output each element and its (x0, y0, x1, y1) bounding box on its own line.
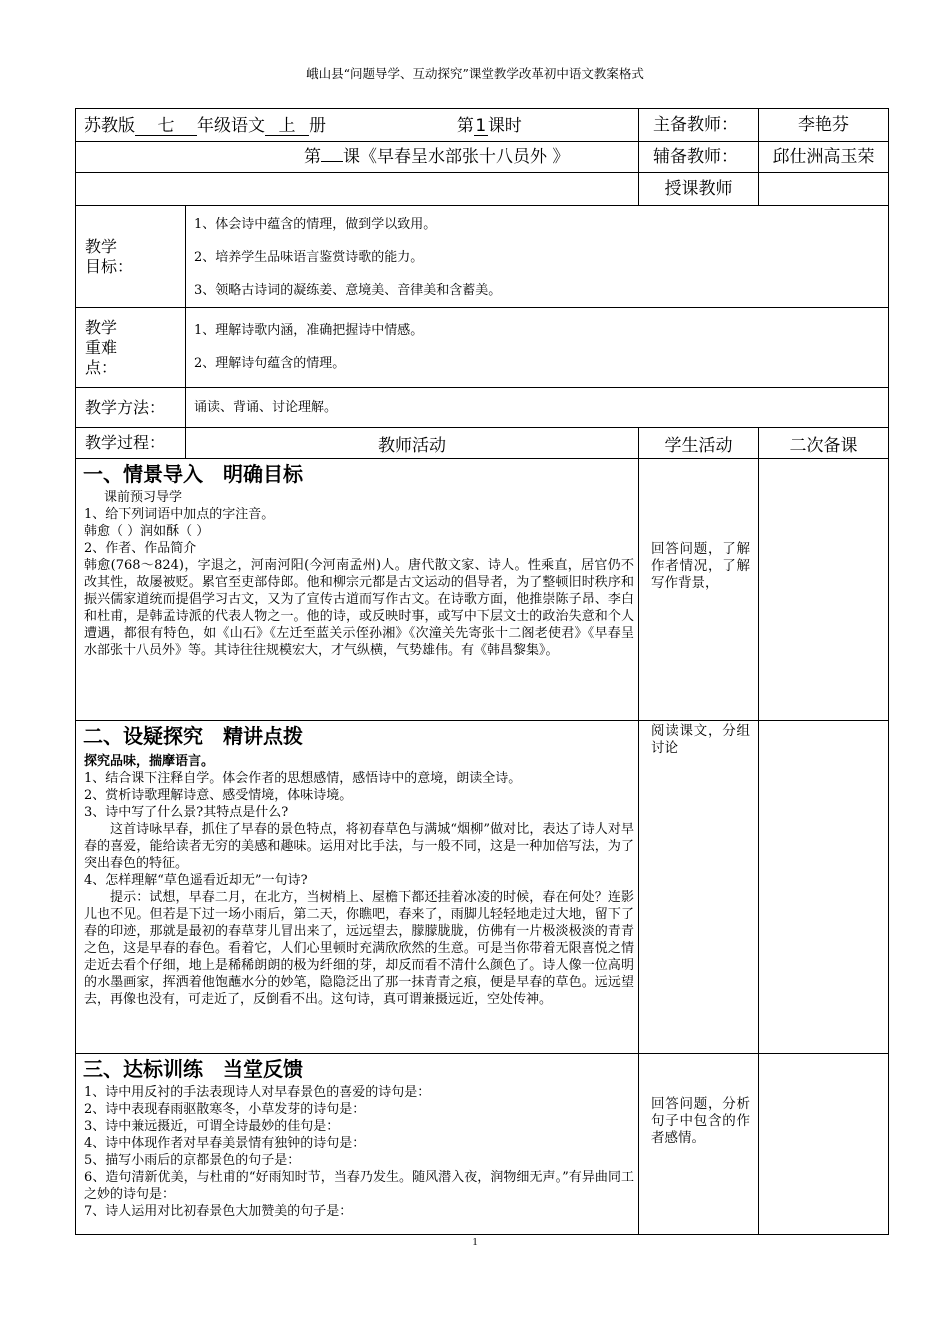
section2-line: 这首诗咏早春，抓住了早春的景色特点，将初春草色与满城“烟柳”做对比，表达了诗人对早春的喜爱，能给读者无穷的美感和趣味。运用对比手法，与一般不同，这是一种加倍写法，为了突出春色的特征。 (84, 822, 634, 871)
lesson-title: 课《早春呈水部张十八员外 》 (343, 147, 570, 167)
period-prefix: 第 (456, 116, 474, 136)
lesson-prefix: 第 (304, 147, 321, 167)
section3-line: 5、描写小雨后的京都景色的句子是： (84, 1153, 301, 1168)
lecturer-label: 授课教师 (639, 173, 759, 206)
teacher-activity-header: 教师活动 (186, 428, 639, 459)
lesson-number (321, 161, 343, 162)
volume-suffix: 册 (309, 116, 326, 136)
period-suffix: 课时 (487, 116, 522, 136)
section2-line: 3、诗中写了什么景?其特点是什么? (84, 805, 289, 820)
section1-title: 一、情景导入 明确目标 (83, 462, 303, 486)
section3-body (76, 1084, 638, 1220)
page-header: 峨山县“问题导学、互动探究”课堂教学改革初中语文教案格式 (306, 66, 644, 81)
edition-label: 苏教版 (84, 116, 135, 136)
section3-line: 7、诗人运用对比初春景色大加赞美的句子是： (84, 1204, 353, 1219)
key-points-label-line1: 教学 (85, 317, 118, 337)
objectives-label (76, 206, 186, 308)
page-number: 1 (472, 1236, 478, 1248)
section2-review (759, 721, 889, 1054)
section2-line: 提示：试想，早春二月，在北方，当树梢上、屋檐下都还挂着冰凌的时候，春在何处？连影儿也不见。但若是下过一场小雨后，第二天，你瞧吧，春来了，雨脚儿轻轻地走过大地，留下了春的印迹，那就是最初的春草芽儿冒出来了，远远望去，朦朦胧胧，仿佛有一片极淡极淡的青青之色，这是早春的春色。看着它，人们心里顿时充满欣欣然的生意。可是当你带着无限喜悦之情走近去看个仔细，地上是稀稀朗朗的极为纤细的芽，却反而看不清什么颜色了。诗人像一位高明的水墨画家，挥洒着他饱蘸水分的妙笔，隐隐泛出了那一抹青青之痕，便是早春的草色。远远望去，再像也没有，可走近了，反倒看不出。这句诗，真可谓兼摄远近，空处传神。 (84, 890, 634, 1007)
section1-body (76, 489, 638, 659)
section3-title: 三、达标训练 当堂反馈 (83, 1057, 303, 1081)
section2-teacher (76, 721, 639, 1054)
section2-line: 1、结合课下注释自学。体会作者的思想感情，感悟诗中的意境，朗读全诗。 (84, 771, 522, 786)
section1-line: 韩愈(768～824)，字退之，河南河阳(今河南孟州)人。唐代散文家、诗人。性乘直，居官仍不改其性，故屡被贬。累官至吏部侍郎。他和柳宗元都是古文运动的倡导者，为了整顿旧时秩序和振兴儒家道统而提倡学习古文，又为了宣传古道而写作古文。在诗歌方面，他推崇陈子昂、李白和杜甫，是韩孟诗派的代表人物之一。他的诗，或反映时事，或写中下层文士的政治失意和个人遭遇，都很有特色，如《山石》《左迁至蓝关示侄孙湘》《次潼关先寄张十二阁老使君》《早春呈水部张十八员外》等。其诗往往规模宏大，才气纵横，气势雄伟。有《韩昌黎集》。 (84, 558, 634, 658)
objective-item: 1、体会诗中蕴含的情理，做到学以致用。 (194, 217, 437, 232)
methods-label: 教学方法： (76, 388, 186, 428)
key-points-list (186, 308, 889, 388)
section2-body (76, 753, 638, 1008)
section1-review (759, 459, 889, 721)
section1-line: 课前预习导学 (104, 490, 183, 505)
main-teacher-label: 主备教师： (639, 109, 759, 142)
objective-item: 2、培养学生品味语言鉴赏诗歌的能力。 (194, 250, 424, 265)
key-points-label-line2: 重难 (85, 337, 118, 357)
section1-student: 回答问题，了解作者情况，了解写作背景， (639, 459, 759, 721)
section3-line: 3、诗中兼远摄近，可谓全诗最妙的佳句是： (84, 1119, 340, 1134)
section3-line: 2、诗中表现春雨驱散寒冬，小草发芽的诗句是： (84, 1102, 366, 1117)
section3-line: 6、造句清新优美，与杜甫的“好雨知时节，当春乃发生。随风潜入夜，润物细无声。”有异曲同工之妙的诗句是： (84, 1170, 634, 1202)
objectives-label-line1: 教学 (85, 236, 118, 256)
key-point-item: 2、理解诗句蕴含的情理。 (194, 356, 346, 371)
section1-line: 韩愈（ ）润如酥（ ） (84, 524, 210, 539)
lecturer-value (759, 173, 889, 206)
section2-subtitle: 探究品味，揣摩语言。 (84, 754, 215, 769)
section3-line: 4、诗中体现作者对早春美景情有独钟的诗句是： (84, 1136, 366, 1151)
section3-student: 回答问题，分析句子中包含的作者感情。 (639, 1054, 759, 1235)
assist-teacher-names: 邱仕洲高玉荣 (759, 142, 889, 173)
key-points-label-line3: 点： (85, 357, 118, 377)
objectives-label-line2: 目标： (85, 256, 134, 276)
key-points-label (76, 308, 186, 388)
main-teacher-name: 李艳芬 (759, 109, 889, 142)
section1-line: 1、给下列词语中加点的字注音。 (84, 507, 275, 522)
objective-item: 3、领略古诗词的凝练姜、意境美、音律美和含蓄美。 (194, 283, 502, 298)
section2-student: 阅读课文，分组讨论 (639, 721, 759, 1054)
blank-cell (76, 173, 639, 206)
lesson-title-row (76, 142, 639, 173)
section1-line: 2、作者、作品简介 (84, 541, 197, 556)
grade-suffix: 年级语文 (197, 116, 265, 136)
assist-teacher-label: 辅备教师： (639, 142, 759, 173)
process-label: 教学过程： (76, 428, 186, 459)
lesson-plan-table (75, 108, 889, 1235)
section3-teacher (76, 1054, 639, 1235)
section1-teacher (76, 459, 639, 721)
methods-value: 诵读、背诵、讨论理解。 (186, 388, 889, 428)
period-number: 1 (475, 116, 487, 136)
key-point-item: 1、理解诗歌内涵，准确把握诗中情感。 (194, 323, 424, 338)
volume-value: 上 (265, 117, 309, 136)
edition-row (76, 109, 639, 142)
student-activity-header: 学生活动 (639, 428, 759, 459)
section2-line: 4、怎样理解“草色遥看近却无”一句诗? (84, 873, 308, 888)
section3-line: 1、诗中用反衬的手法表现诗人对早春景色的喜爱的诗句是： (84, 1085, 431, 1100)
section2-line: 2、赏析诗歌理解诗意、感受情境，体味诗境。 (84, 788, 353, 803)
section3-review (759, 1054, 889, 1235)
grade-value: 七 (135, 117, 197, 136)
objectives-list (186, 206, 889, 308)
section2-title: 二、设疑探究 精讲点拨 (83, 724, 303, 748)
review-header: 二次备课 (759, 428, 889, 459)
